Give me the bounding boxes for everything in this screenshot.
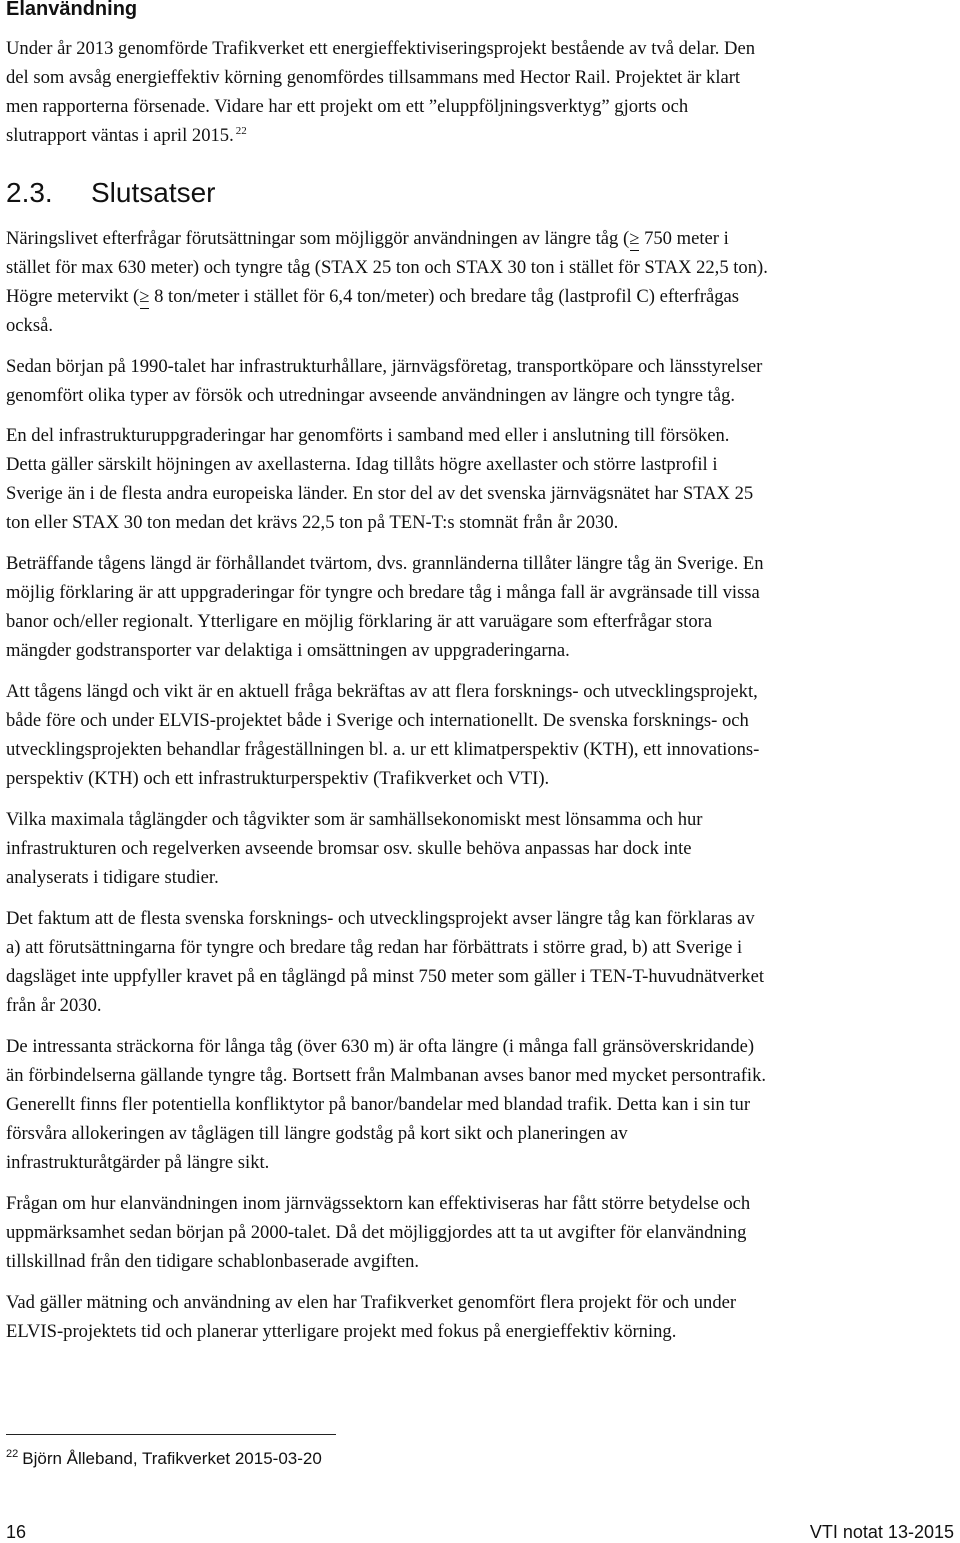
footnote-text: Björn Ålleband, Trafikverket 2015-03-20 [22,1449,322,1468]
paragraph-3 [6,421,954,537]
text-line: del som avsåg energieffektiv körning genomfördes tillsammans med Hector Rail. Projektet är klart [6,67,741,88]
text-line: Sedan början på 1990-talet har infrastrukturhållare, järnvägsföretag, transportköpare och länsstyrelser [6,356,763,377]
section-title: Slutsatser [91,177,216,208]
text-line: En del infrastrukturuppgraderingar har genomförts i samband med eller i anslutning till försöken. [6,425,730,446]
greater-equal-symbol: ≥ [139,282,149,311]
text-fragment: 8 ton/meter i stället för 6,4 ton/meter) och bredare tåg (lastprofil C) efterfrågas [149,286,740,307]
section-heading [6,176,216,210]
text-line: infrastrukturen och regelverken avseende bromsar osv. skulle behöva anpassas har dock inte [6,838,692,859]
text-fragment: Högre metervikt ( [6,286,140,307]
text-line [6,282,954,311]
text-line: försvåra allokeringen av tåglägen till längre godståg på kort sikt och planeringen av [6,1123,628,1144]
text-fragment: Näringslivet efterfrågar förutsättningar som möjliggör användningen av längre tåg ( [6,228,630,249]
paragraph-8 [6,1032,954,1177]
greater-equal-symbol: ≥ [629,224,639,253]
paragraph-10 [6,1288,954,1346]
text-fragment: 750 meter i [639,228,729,249]
text-line: Att tågens längd och vikt är en aktuell fråga bekräftas av att flera forsknings- och utvecklingsprojekt, [6,681,758,702]
paragraph-7 [6,904,954,1020]
text-line: banor och/eller regionalt. Ytterligare en möjlig förklaring är att varuägare som efterfrågar stora [6,611,713,632]
text-line: både före och under ELVIS-projektet både i Sverige och internationellt. De svenska forsknings- och [6,710,749,731]
text-line: från år 2030. [6,995,102,1016]
text-line: De intressanta sträckorna för långa tåg (över 630 m) är ofta längre (i många fall gränsöverskridande) [6,1036,755,1057]
text-fragment: slutrapport väntas i april 2015. [6,125,234,146]
text-line: dagsläget inte uppfyller kravet på en tåglängd på minst 750 meter som gäller i TEN-T-huvudnätverket [6,966,764,987]
text-line: Vad gäller mätning och användning av elen har Trafikverket genomfört flera projekt för och under [6,1292,737,1313]
text-line: ELVIS-projektets tid och planerar ytterligare projekt med fokus på energieffektiv körning. [6,1321,677,1342]
text-line: Vilka maximala tåglängder och tågvikter som är samhällsekonomiskt mest lönsamma och hur [6,809,703,830]
paragraph-5 [6,677,954,793]
text-line: utvecklingsprojekten behandlar frågeställningen bl. a. ur ett klimatperspektiv (KTH), ett innovations- [6,739,760,760]
text-line: men rapporterna försenade. Vidare har ett projekt om ett ”eluppföljningsverktyg” gjorts och [6,96,689,117]
paragraph-9 [6,1189,954,1276]
text-line: stället för max 630 meter) och tyngre tåg (STAX 25 ton och STAX 30 ton i stället för STAX 22,5 ton). [6,257,768,278]
page-number: 16 [6,1522,27,1542]
footnote-divider [6,1434,336,1435]
text-line: än förbindelserna gällande tyngre tåg. Bortsett från Malmbanan avses banor med mycket persontrafik. [6,1065,767,1086]
footnote-number: 22 [6,1448,19,1461]
text-line: uppmärksamhet sedan början på 2000-talet. Då det möjliggjordes att ta ut avgifter för elanvändning [6,1222,747,1243]
text-line: Detta gäller särskilt höjningen av axellasterna. Idag tillåts högre axellaster och större lastprofil i [6,454,718,475]
text-line: Under år 2013 genomförde Trafikverket ett energieffektiviseringsprojekt bestående av två delar. Den [6,38,756,59]
text-line: Det faktum att de flesta svenska forsknings- och utvecklingsprojekt avser längre tåg kan förklaras av [6,908,755,929]
text-line: Sverige än i de flesta andra europeiska länder. En stor del av det svenska järnvägsnätet har STAX 25 [6,483,754,504]
intro-paragraph [6,34,954,150]
text-line: Generellt finns fler potentiella konfliktytor på banor/bandelar med blandad trafik. Detta kan i sin tur [6,1094,751,1115]
footnote-reference[interactable]: 22 [235,124,247,137]
text-line: också. [6,315,53,336]
text-line: a) att förutsättningarna för tyngre och bredare tåg redan har förbättrats i större grad, b) att Sverige i [6,937,743,958]
text-line: perspektiv (KTH) och ett infrastrukturperspektiv (Trafikverket och VTI). [6,768,550,789]
text-line: tillskillnad från den tidigare schablonbaserade avgiften. [6,1251,420,1272]
text-line: möjlig förklaring är att uppgraderingar för tyngre och bredare tåg i många fall är avgränsade till vissa [6,582,760,603]
text-line: ton eller STAX 30 ton medan det krävs 22,5 ton på TEN-T:s stomnät från år 2030. [6,512,619,533]
text-line: mängder godstransporter var delaktiga i omsättningen av uppgraderingarna. [6,640,570,661]
paragraph-1 [6,224,954,340]
report-identifier: VTI notat 13-2015 [809,1522,954,1542]
section-number: 2.3. [6,177,53,208]
text-line: Frågan om hur elanvändningen inom järnvägssektorn kan effektiviseras har fått större betydelse och [6,1193,751,1214]
text-line [6,121,954,150]
text-line: genomfört olika typer av försök och utredningar avseende användningen av längre och tyngre tåg. [6,385,736,406]
subheading-elanvandning: Elanvändning [6,0,138,20]
paragraph-4 [6,549,954,665]
footnote [6,1447,322,1471]
text-line: analyserats i tidigare studier. [6,867,219,888]
text-line: infrastrukturåtgärder på längre sikt. [6,1152,270,1173]
paragraph-6 [6,805,954,892]
text-line [6,224,954,253]
text-line: Beträffande tågens längd är förhållandet tvärtom, dvs. grannländerna tillåter längre tåg än Sverige. En [6,553,764,574]
paragraph-2 [6,352,954,410]
